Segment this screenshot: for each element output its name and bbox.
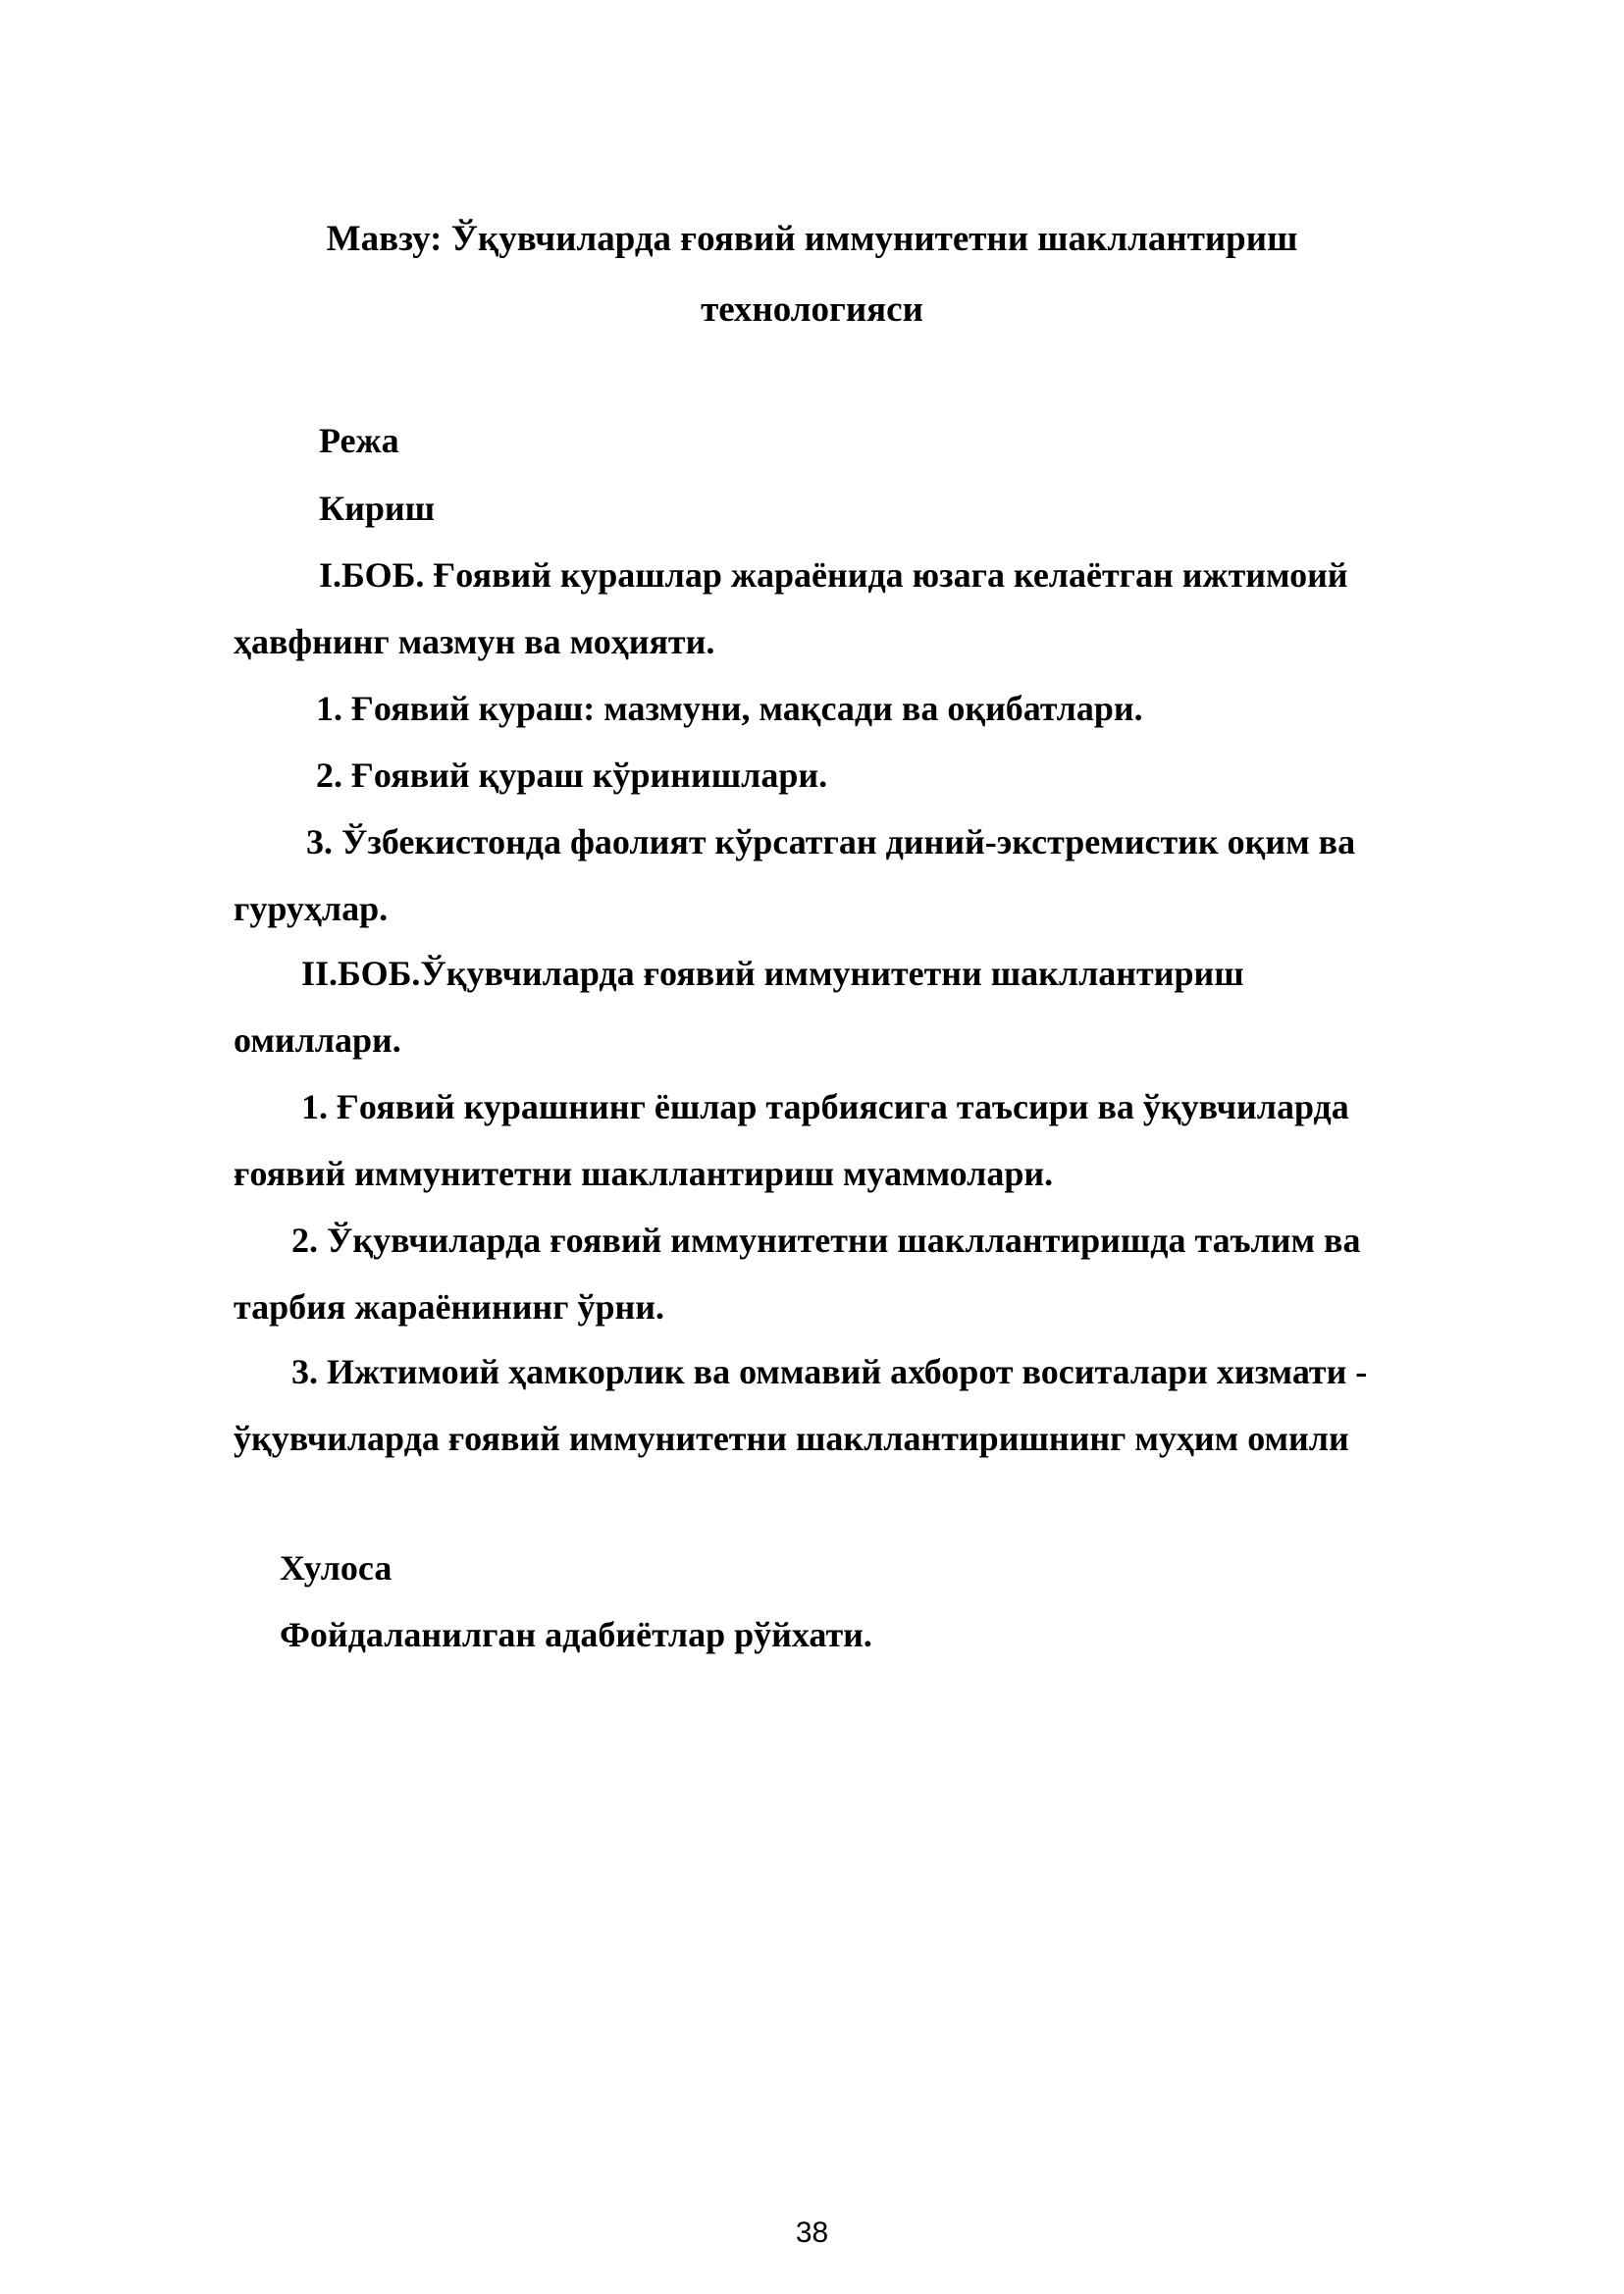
chapter-2-item-2-line-1: 2. Ўқувчиларда ғоявий иммунитетни шакллантиришда таълим ва <box>291 1221 1361 1260</box>
references-entry: Фойдаланилган адабиётлар рўйхати. <box>280 1615 872 1654</box>
chapter-2-item-1-line-1: 1. Ғоявий курашнинг ёшлар тарбиясига таъсири ва ўқувчиларда <box>301 1087 1349 1126</box>
chapter-2-item-1-line-2: ғоявий иммунитетни шакллантириш муаммолари. <box>234 1154 1054 1193</box>
chapter-1-item-1: 1. Ғоявий кураш: мазмуни, мақсади ва оқибатлари. <box>316 689 1143 728</box>
chapter-1-item-3-line-1: 3. Ўзбекистонда фаолият кўрсатган диний-экстремистик оқим ва <box>306 822 1356 861</box>
chapter-1-title-line-2: ҳавфнинг мазмун ва моҳияти. <box>234 622 715 661</box>
chapter-2-item-3-line-2: ўқувчиларда ғоявий иммунитетни шакллантиришнинг муҳим омили <box>234 1419 1349 1458</box>
chapter-2-title-line-1: II.БОБ.Ўқувчиларда ғоявий иммунитетни шакллантириш <box>301 954 1244 993</box>
plan-heading: Режа <box>319 421 399 460</box>
chapter-2-item-3-line-1: 3. Ижтимоий ҳамкорлик ва оммавий ахборот воситалари хизмати - <box>291 1352 1368 1391</box>
chapter-2-item-2-line-2: тарбия жараёнининг ўрни. <box>234 1287 665 1327</box>
chapter-2-title-line-2: омиллари. <box>234 1020 401 1060</box>
chapter-1-item-2: 2. Ғоявий қураш кўринишлари. <box>316 756 828 795</box>
intro-entry: Кириш <box>319 489 436 528</box>
chapter-1-title-line-1: I.БОБ. Ғоявий курашлар жараёнида юзага келаётган ижтимоий <box>319 555 1348 595</box>
document-title-line-1: Мавзу: Ўқувчиларда ғоявий иммунитетни шакллантириш <box>326 219 1298 259</box>
page-number: 38 <box>795 2216 829 2249</box>
conclusion-entry: Хулоса <box>280 1548 393 1588</box>
chapter-1-item-3-line-2: гуруҳлар. <box>234 889 389 928</box>
document-title-line-2: технологияси <box>701 289 923 330</box>
